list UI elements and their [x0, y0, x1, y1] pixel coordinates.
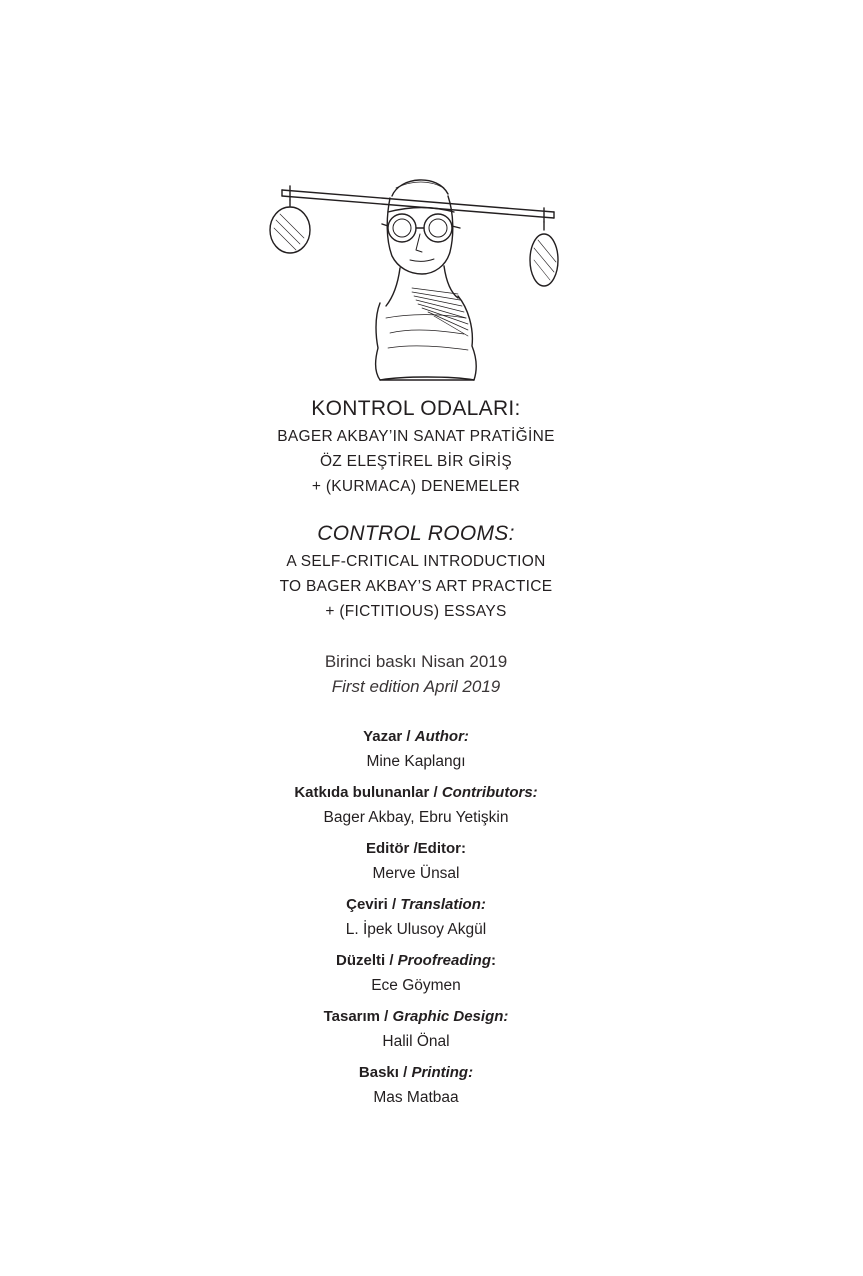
credit-proofreading — [0, 948, 832, 998]
english-subtitle-line: A SELF-CRITICAL INTRODUCTION — [286, 553, 546, 570]
credit-translation — [0, 892, 832, 942]
turkish-title: KONTROL ODALARI: — [311, 397, 521, 420]
credit-name: Halil Önal — [382, 1033, 450, 1050]
credit-name: Ece Göymen — [371, 977, 461, 994]
credit-name: Mas Matbaa — [373, 1089, 459, 1106]
turkish-subtitle-line: ÖZ ELEŞTİREL BİR GİRİŞ — [319, 453, 513, 470]
credit-role-tr: Tasarım / — [323, 1008, 389, 1025]
credit-author — [0, 724, 832, 774]
turkish-subtitle-line: + (KURMACA) DENEMELER — [311, 478, 521, 495]
credit-graphic-design — [0, 1004, 832, 1054]
credit-printing — [0, 1060, 832, 1110]
credit-name: Bager Akbay, Ebru Yetişkin — [323, 809, 509, 826]
credit-role-suffix: : — [491, 952, 497, 969]
english-subtitle — [0, 549, 832, 624]
english-subtitle-line: TO BAGER AKBAY’S ART PRACTICE — [279, 578, 553, 595]
credit-name: Mine Kaplangı — [366, 753, 466, 770]
credit-role-en: Printing: — [411, 1064, 474, 1081]
credit-role-en: Contributors: — [441, 784, 538, 801]
edition-en: First edition April 2019 — [331, 677, 501, 696]
credit-role-tr: Editör /Editor: — [366, 840, 466, 857]
credits-list — [0, 724, 832, 1116]
english-subtitle-line: + (FICTITIOUS) ESSAYS — [325, 603, 507, 620]
edition-info — [0, 649, 832, 699]
credit-role-tr: Çeviri / — [346, 896, 397, 913]
credit-role-tr: Katkıda bulunanlar / — [294, 784, 438, 801]
turkish-subtitle — [0, 424, 832, 499]
credit-role-tr: Yazar / — [363, 728, 411, 745]
credit-contributors — [0, 780, 832, 830]
edition-tr: Birinci baskı Nisan 2019 — [324, 652, 508, 671]
english-title: CONTROL ROOMS: — [317, 522, 515, 545]
credit-role-en: Author: — [414, 728, 469, 745]
turkish-subtitle-line: BAGER AKBAY’IN SANAT PRATİĞİNE — [277, 428, 555, 445]
credit-name: L. İpek Ulusoy Akgül — [345, 921, 487, 938]
credit-role-tr: Baskı / — [358, 1064, 408, 1081]
credit-role-en: Graphic Design: — [392, 1008, 509, 1025]
credit-role-en: Translation: — [400, 896, 486, 913]
credit-role-tr: Düzelti / — [335, 952, 394, 969]
credit-role-en: Proofreading — [397, 952, 492, 969]
bust-with-goggles-sketch-icon — [262, 168, 574, 383]
credit-editor — [0, 836, 832, 886]
credit-name: Merve Ünsal — [372, 865, 460, 882]
